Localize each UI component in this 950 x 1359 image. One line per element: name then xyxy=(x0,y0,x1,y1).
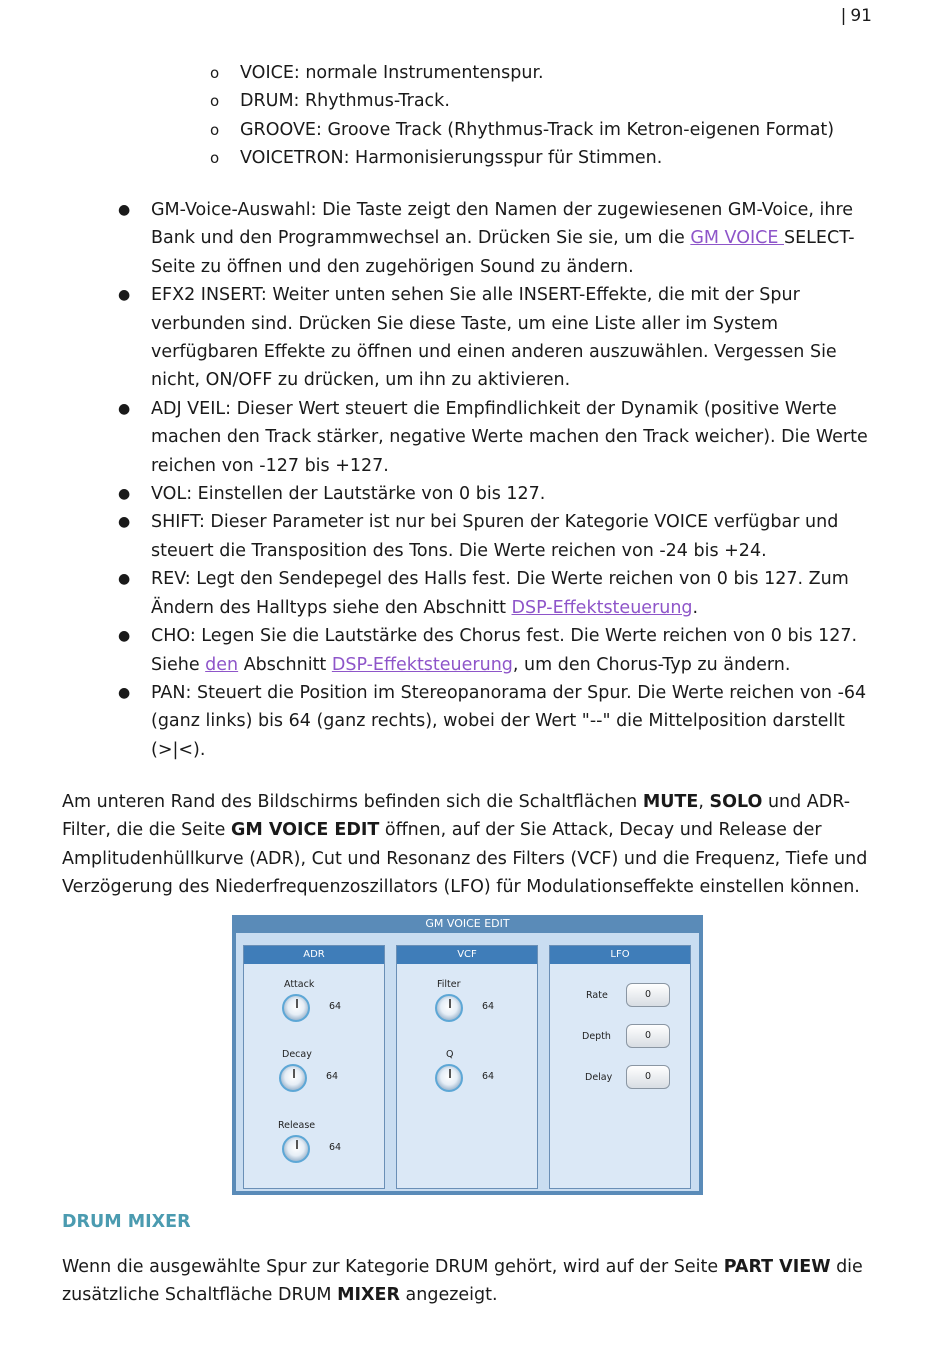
bullet-cho: ● CHO: Legen Sie die Lautstärke des Chorus fest. Die Werte reichen von 0 bis 127. Siehe den Abschnitt DSP-Effektsteuerung, um den Chorus-Typ zu ändern. xyxy=(0,622,950,679)
dsp-link[interactable]: DSP-Effektsteuerung xyxy=(511,597,693,618)
q-label: Q xyxy=(446,1049,454,1060)
bullet-icon: ● xyxy=(118,514,131,531)
dsp-link[interactable]: DSP-Effektsteuerung xyxy=(331,654,513,675)
bullet-icon: ● xyxy=(118,486,131,503)
list-item: o GROOVE: Groove Track (Rhythmus-Track im Ketron-eigenen Format) xyxy=(210,119,835,140)
bullet-adj-veil: ● ADJ VEIL: Dieser Wert steuert die Empfindlichkeit der Dynamik (positive Werte machen den Track stärker, negative Werte machen den Track weicher). Die Werte reichen von -127 bis +127. xyxy=(0,395,950,480)
paragraph-buttons: Am unteren Rand des Bildschirms befinden sich die Schaltflächen MUTE, SOLO und ADR-Filter, die die Seite GM VOICE EDIT öffnen, auf der Sie Attack, Decay und Release der Amplitudenhüllkurve (ADR), Cut und Resonanz des Filters (VCF) und die Frequenz, Tiefe und Verzögerung des Niederfrequenzoszillators (LFO) für Modulationseffekte einstellen können. xyxy=(62,792,868,898)
delay-button[interactable]: 0 xyxy=(626,1065,670,1089)
bullet-efx2: ● EFX2 INSERT: Weiter unten sehen Sie alle INSERT-Effekte, die mit der Spur verbunden sind. Drücken Sie diese Taste, um eine Liste aller im System verfügbaren Effekte zu öffnen und einen anderen auszuwählen. Vergessen Sie nicht, ON/OFF zu drücken, um ihn zu aktivieren. xyxy=(0,281,950,395)
bullet-pan: ● PAN: Steuert die Position im Stereopanorama der Spur. Die Werte reichen von -64 (ganz links) bis 64 (ganz rechts), wobei der Wert "--" die Mittelposition darstellt (>|<). xyxy=(0,679,950,764)
filter-value: 64 xyxy=(482,1001,495,1012)
rate-button[interactable]: 0 xyxy=(626,983,670,1007)
q-value: 64 xyxy=(482,1071,495,1082)
lfo-header: LFO xyxy=(550,946,690,964)
adr-header: ADR xyxy=(244,946,384,964)
vcf-header: VCF xyxy=(397,946,537,964)
gm-voice-link[interactable]: GM VOICE xyxy=(690,228,784,249)
gm-voice-edit-screenshot xyxy=(232,915,703,1195)
attack-value: 64 xyxy=(329,1001,342,1012)
den-link[interactable]: den xyxy=(205,654,239,675)
bullet-vol: ● VOL: Einstellen der Lautstärke von 0 bis 127. xyxy=(0,480,950,508)
section-heading: DRUM MIXER xyxy=(62,1212,191,1232)
parameter-list xyxy=(0,196,950,764)
decay-knob[interactable] xyxy=(279,1064,307,1092)
attack-label: Attack xyxy=(284,979,315,990)
bullet-icon: ● xyxy=(118,400,131,417)
bullet-gm-voice: ● GM-Voice-Auswahl: Die Taste zeigt den Namen der zugewiesenen GM-Voice, ihre Bank und den Programmwechsel an. Drücken Sie sie, um die GM VOICE SELECT-Seite zu öffnen und den zugehörigen Sound zu ändern. xyxy=(0,196,950,281)
page-number: | 91 xyxy=(840,6,872,26)
bullet-icon: ● xyxy=(118,202,131,218)
list-item: o VOICE: normale Instrumentenspur. xyxy=(210,63,544,83)
filter-knob[interactable] xyxy=(435,994,463,1022)
adr-section xyxy=(243,945,385,1189)
list-item: o DRUM: Rhythmus-Track. xyxy=(210,91,450,112)
bullet-icon: ● xyxy=(118,628,131,645)
vcf-section xyxy=(396,945,538,1189)
lfo-section xyxy=(549,945,691,1189)
voice-type-list xyxy=(0,59,950,172)
rate-label: Rate xyxy=(586,990,608,1001)
screen-body xyxy=(236,933,699,1191)
release-label: Release xyxy=(278,1120,316,1131)
release-knob[interactable] xyxy=(282,1135,310,1163)
delay-label: Delay xyxy=(585,1072,613,1083)
bullet-rev: ● REV: Legt den Sendepegel des Halls fest. Die Werte reichen von 0 bis 127. Zum Ändern des Halltyps siehe den Abschnitt DSP-Effektsteuerung. xyxy=(0,565,950,622)
list-item: o VOICETRON: Harmonisierungsspur für Stimmen. xyxy=(210,147,663,168)
bullet-icon: ● xyxy=(118,287,131,304)
bullet-shift: ● SHIFT: Dieser Parameter ist nur bei Spuren der Kategorie VOICE verfügbar und steuert die Transposition des Tons. Die Werte reichen von -24 bis +24. xyxy=(0,508,950,565)
attack-knob[interactable] xyxy=(282,994,310,1022)
depth-label: Depth xyxy=(582,1031,611,1042)
screen-title: GM VOICE EDIT xyxy=(425,917,510,930)
q-knob[interactable] xyxy=(435,1064,463,1092)
decay-value: 64 xyxy=(326,1071,339,1082)
paragraph-drum-mixer: Wenn die ausgewählte Spur zur Kategorie DRUM gehört, wird auf der Seite PART VIEW die zusätzliche Schaltfläche DRUM MIXER angezeigt. xyxy=(62,1257,863,1306)
release-value: 64 xyxy=(329,1142,342,1153)
bullet-icon: ● xyxy=(118,684,131,701)
depth-button[interactable]: 0 xyxy=(626,1024,670,1048)
bullet-icon: ● xyxy=(118,571,131,588)
filter-label: Filter xyxy=(437,979,461,990)
decay-label: Decay xyxy=(282,1049,312,1060)
